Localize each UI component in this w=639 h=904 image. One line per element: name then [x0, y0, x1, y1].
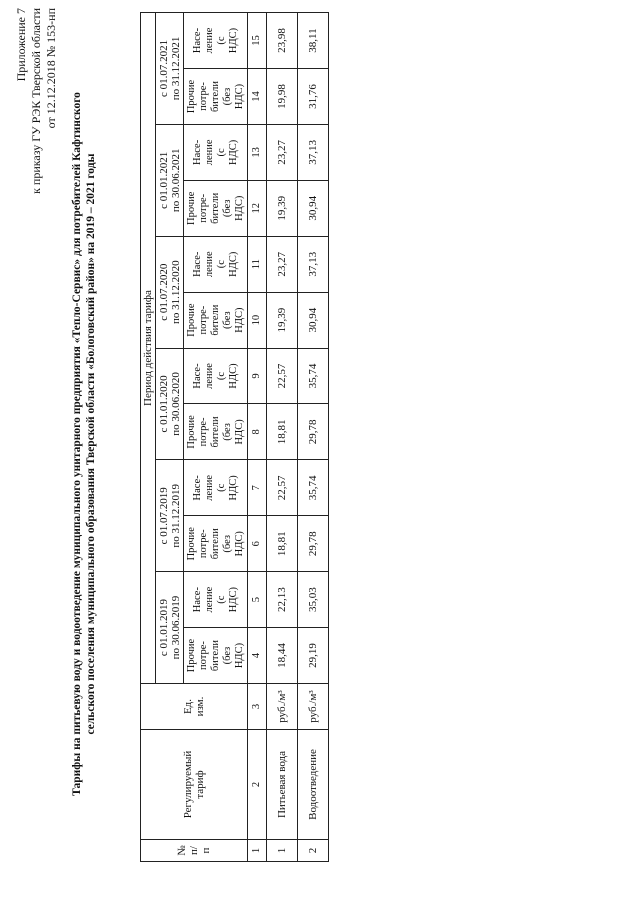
- period-3: с 01.01.2020 по 30.06.2020: [156, 348, 184, 460]
- tariff-value: 23,27: [267, 236, 298, 292]
- header-population: Насе- ление (с НДС): [184, 13, 248, 69]
- row-unit: руб./м³: [298, 684, 329, 730]
- tariff-value: 18,81: [267, 516, 298, 572]
- header-population: Насе- ление (с НДС): [184, 236, 248, 292]
- period-1: с 01.01.2019 по 30.06.2019: [156, 572, 184, 684]
- tariff-value: 37,13: [298, 124, 329, 180]
- tariff-value: 31,76: [298, 69, 329, 125]
- header-other-consumers: Прочие потре- бители (без НДС): [184, 516, 248, 572]
- column-index: 9: [248, 348, 267, 404]
- document-title: [70, 24, 98, 864]
- table-body: [267, 13, 329, 862]
- column-index: 11: [248, 236, 267, 292]
- period-5: с 01.01.2021 по 30.06.2021: [156, 124, 184, 236]
- column-index: 15: [248, 13, 267, 69]
- header-other-consumers: Прочие потре- бители (без НДС): [184, 628, 248, 684]
- header-other-consumers: Прочие потре- бители (без НДС): [184, 69, 248, 125]
- tariff-table: [140, 12, 329, 862]
- period-4: с 01.07.2020 по 31.12.2020: [156, 236, 184, 348]
- table-row: [267, 13, 298, 862]
- tariff-value: 22,57: [267, 348, 298, 404]
- tariff-value: 30,94: [298, 180, 329, 236]
- header-row-number: № п/ п: [141, 840, 248, 862]
- header-population: Насе- ление (с НДС): [184, 124, 248, 180]
- title-line-2: сельского поселения муниципального образования Тверской области «Бологовский район» на 2019 – 2021 годы: [85, 153, 97, 735]
- column-index: 14: [248, 69, 267, 125]
- column-index: 1: [248, 840, 267, 862]
- header-population: Насе- ление (с НДС): [184, 572, 248, 628]
- tariff-value: 29,78: [298, 404, 329, 460]
- title-line-1: Тарифы на питьевую воду и водоотведение муниципального унитарного предприятия «Тепло-Сервис» для потребителей Кафтинского: [71, 92, 83, 796]
- header-unit: Ед. изм.: [141, 684, 248, 730]
- appendix-header: [14, 8, 59, 428]
- tariff-value: 37,13: [298, 236, 329, 292]
- tariff-value: 22,57: [267, 460, 298, 516]
- header-population: Насе- ление (с НДС): [184, 460, 248, 516]
- tariff-value: 23,98: [267, 13, 298, 69]
- tariff-value: 19,39: [267, 292, 298, 348]
- column-index: 3: [248, 684, 267, 730]
- tariff-value: 35,03: [298, 572, 329, 628]
- tariff-value: 29,78: [298, 516, 329, 572]
- tariff-value: 35,74: [298, 460, 329, 516]
- tariff-value: 35,74: [298, 348, 329, 404]
- tariff-value: 19,98: [267, 69, 298, 125]
- column-index: 12: [248, 180, 267, 236]
- column-index: 6: [248, 516, 267, 572]
- row-unit: руб./м³: [267, 684, 298, 730]
- row-number: 2: [298, 840, 329, 862]
- row-number: 1: [267, 840, 298, 862]
- tariff-value: 23,27: [267, 124, 298, 180]
- tariff-value: 22,13: [267, 572, 298, 628]
- appendix-order-ref: к приказу ГУ РЭК Тверской области: [29, 8, 43, 194]
- row-tariff-name: Питьевая вода: [267, 730, 298, 840]
- tariff-value: 29,19: [298, 628, 329, 684]
- header-population: Насе- ление (с НДС): [184, 348, 248, 404]
- column-index-row: [248, 13, 267, 862]
- appendix-order-date: от 12.12.2018 № 153-нп: [44, 8, 58, 129]
- column-index: 4: [248, 628, 267, 684]
- period-2: с 01.07.2019 по 31.12.2019: [156, 460, 184, 572]
- column-index: 2: [248, 730, 267, 840]
- header-period: Период действия тарифа: [141, 13, 156, 684]
- tariff-value: 30,94: [298, 292, 329, 348]
- column-index: 8: [248, 404, 267, 460]
- tariff-value: 18,44: [267, 628, 298, 684]
- period-6: с 01.07.2021 по 31.12.2021: [156, 13, 184, 125]
- tariff-value: 18,81: [267, 404, 298, 460]
- table-row: [298, 13, 329, 862]
- column-index: 7: [248, 460, 267, 516]
- row-tariff-name: Водоотведение: [298, 730, 329, 840]
- tariff-value: 38,11: [298, 13, 329, 69]
- column-index: 5: [248, 572, 267, 628]
- column-index: 13: [248, 124, 267, 180]
- appendix-number: Приложение 7: [14, 8, 28, 82]
- header-other-consumers: Прочие потре- бители (без НДС): [184, 292, 248, 348]
- header-tariff: Регулируемый тариф: [141, 730, 248, 840]
- header-other-consumers: Прочие потре- бители (без НДС): [184, 404, 248, 460]
- header-other-consumers: Прочие потре- бители (без НДС): [184, 180, 248, 236]
- column-index: 10: [248, 292, 267, 348]
- tariff-value: 19,39: [267, 180, 298, 236]
